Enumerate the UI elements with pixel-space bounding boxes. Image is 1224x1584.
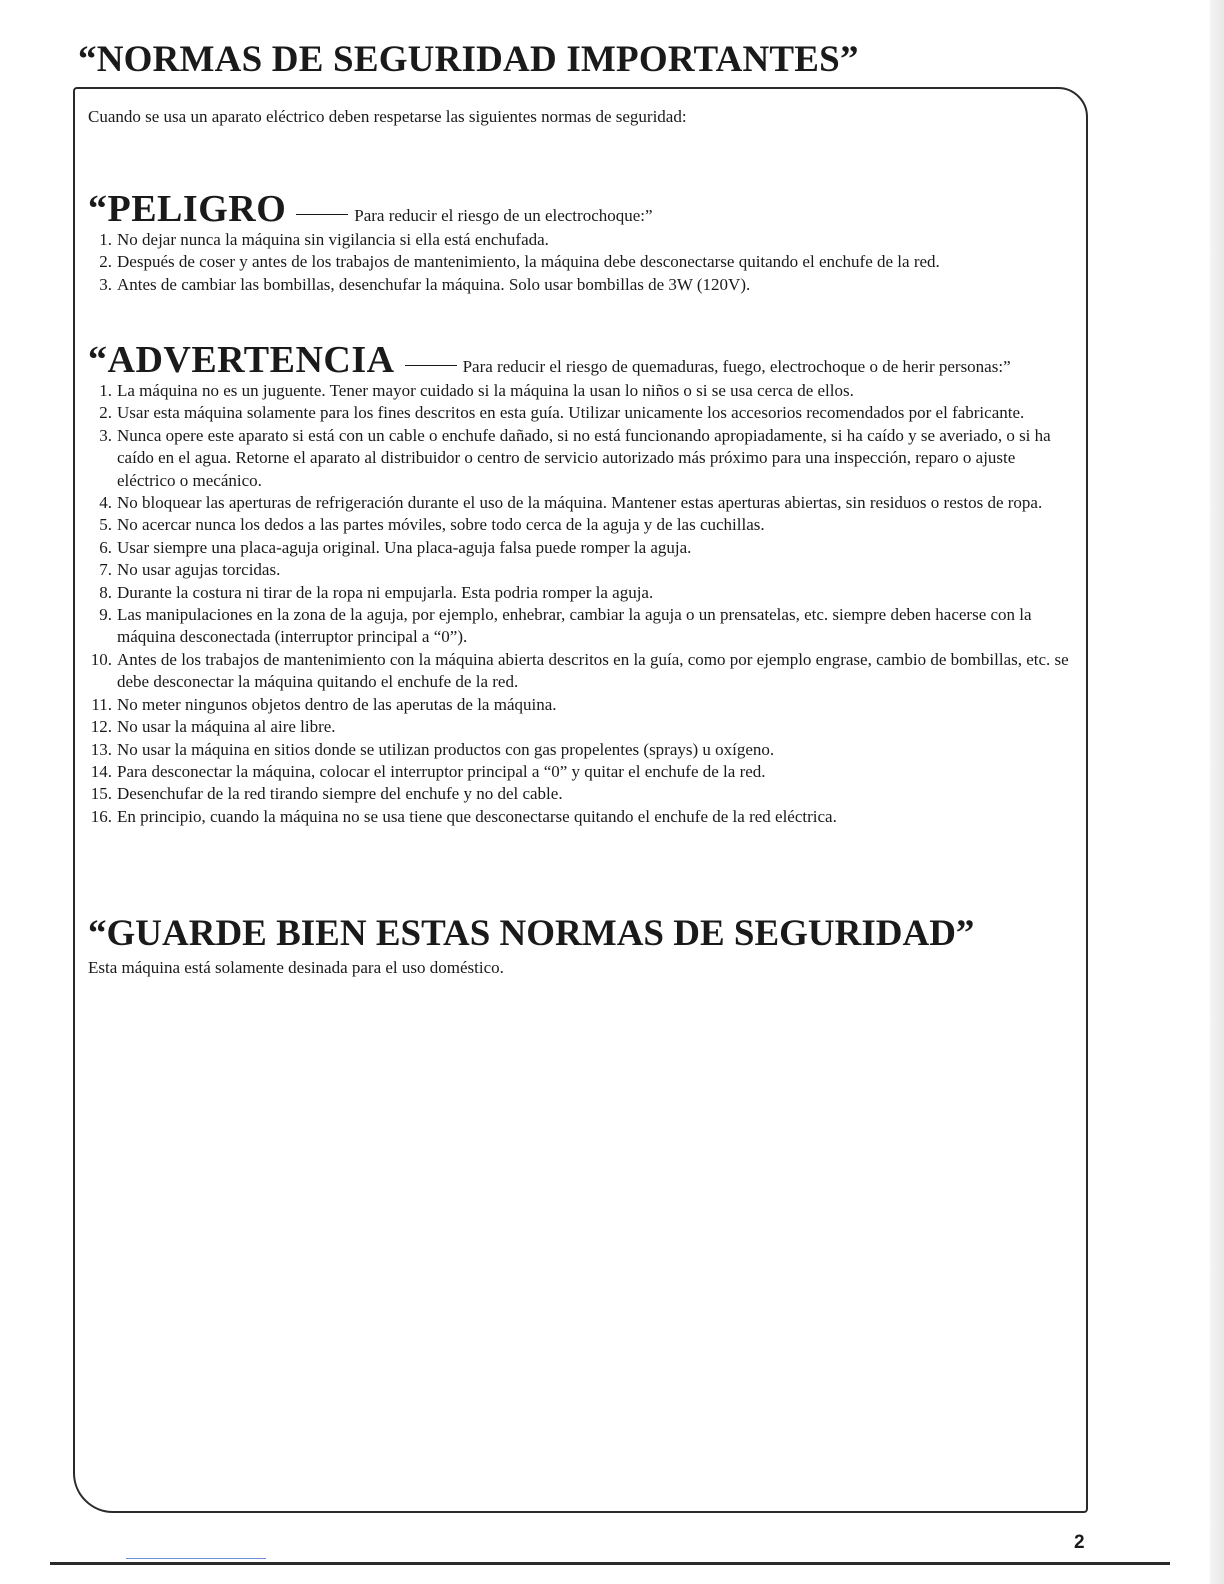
- item-number: 13.: [90, 739, 112, 759]
- peligro-list: [78, 229, 1078, 296]
- item-text: Usar siempre una placa-aguja original. Una placa-aguja falsa puede romper la aguja.: [117, 537, 692, 557]
- item-number: 11.: [91, 694, 112, 714]
- list-item: [78, 582, 1078, 604]
- item-text: Durante la costura ni tirar de la ropa ni empujarla. Esta podria romper la aguja.: [117, 582, 654, 602]
- list-item: [78, 783, 1078, 805]
- item-text: No meter ningunos objetos dentro de las aperutas de la máquina.: [117, 694, 557, 714]
- item-number: 16.: [90, 806, 112, 826]
- item-number: 3.: [99, 425, 112, 445]
- list-item: [78, 274, 1078, 296]
- item-text: No bloquear las aperturas de refrigeración durante el uso de la máquina. Mantener estas aperturas abiertas, sin residuos o restos de ropa.: [117, 493, 1043, 513]
- item-number: 12.: [90, 717, 112, 737]
- item-number: 7.: [99, 560, 112, 580]
- item-text: Antes de los trabajos de mantenimiento con la máquina abierta descritos en la guía, como por ejemplo engrase, cambio de bombillas, etc. se debe desconectar la máquina quitando el enchufe de la red.: [117, 649, 1069, 692]
- bottom-link-line: [126, 1558, 266, 1559]
- item-number: 5.: [99, 515, 112, 535]
- closing-heading: “GUARDE BIEN ESTAS NORMAS DE SEGURIDAD”: [88, 913, 975, 954]
- list-item: [78, 806, 1078, 828]
- list-item: [78, 402, 1078, 424]
- item-text: No dejar nunca la máquina sin vigilancia si ella está enchufada.: [117, 230, 549, 249]
- list-item: [78, 604, 1078, 649]
- item-text: En principio, cuando la máquina no se usa tiene que desconectarse quitando el enchufe de la red eléctrica.: [117, 806, 837, 826]
- advertencia-heading: [88, 341, 1011, 379]
- item-number: 10.: [90, 649, 112, 669]
- page-number: 2: [1074, 1532, 1085, 1553]
- peligro-dash: [296, 214, 348, 215]
- item-text: Antes de cambiar las bombillas, desenchufar la máquina. Solo usar bombillas de 3W (120V).: [117, 274, 751, 294]
- list-item: [78, 761, 1078, 783]
- list-item: [78, 251, 1078, 273]
- item-text: No usar agujas torcidas.: [117, 560, 281, 580]
- list-item: [78, 492, 1078, 514]
- item-number: 15.: [90, 784, 112, 804]
- bottom-rule: [50, 1562, 1170, 1565]
- advertencia-subtitle: Para reducir el riesgo de quemaduras, fuego, electrochoque o de herir personas:”: [462, 357, 1011, 376]
- item-number: 9.: [99, 605, 112, 625]
- list-item: [78, 739, 1078, 761]
- list-item: [78, 559, 1078, 581]
- peligro-title: “PELIGRO: [88, 188, 287, 230]
- item-number: 1.: [99, 230, 112, 249]
- item-number: 14.: [90, 761, 112, 781]
- item-text: Nunca opere este aparato si está con un cable o enchufe dañado, si no está funcionando apropiadamente, si ha caído y se averiado, o si ha caído en el agua. Retorne el aparato al distribuidor o centro de servicio autorizado más próximo para una inspección, reparo o ajuste eléctrico o mecánico.: [117, 425, 1051, 490]
- page-title: “NORMAS DE SEGURIDAD IMPORTANTES”: [78, 39, 859, 80]
- item-text: Las manipulaciones en la zona de la aguja, por ejemplo, enhebrar, cambiar la aguja o un prensatelas, etc. siempre deben hacerse con la máquina desconectada (interruptor principal a “0”).: [117, 605, 1032, 647]
- intro-text: Cuando se usa un aparato eléctrico deben respetarse las siguientes normas de seguridad:: [88, 107, 687, 126]
- item-text: La máquina no es un juguente. Tener mayor cuidado si la máquina la usan lo niños o si se usa cerca de ellos.: [117, 381, 854, 400]
- item-text: Desenchufar de la red tirando siempre del enchufe y no del cable.: [117, 784, 563, 804]
- item-number: 4.: [99, 493, 112, 513]
- list-item: [78, 716, 1078, 738]
- list-item: [78, 229, 1078, 251]
- item-text: No acercar nunca los dedos a las partes móviles, sobre todo cerca de la aguja y de las cuchillas.: [117, 515, 765, 535]
- item-text: No usar la máquina en sitios donde se utilizan productos con gas propelentes (sprays) u oxígeno.: [117, 739, 775, 759]
- list-item: [78, 649, 1078, 694]
- item-number: 8.: [99, 582, 112, 602]
- page-edge-shadow: [1210, 0, 1224, 1584]
- item-text: Usar esta máquina solamente para los fines descritos en esta guía. Utilizar unicamente los accesorios recomendados por el fabricante.: [117, 403, 1025, 423]
- item-number: 3.: [99, 274, 112, 294]
- item-number: 2.: [99, 403, 112, 423]
- list-item: [78, 380, 1078, 402]
- list-item: [78, 425, 1078, 492]
- list-item: [78, 694, 1078, 716]
- item-number: 1.: [99, 381, 112, 400]
- list-item: [78, 537, 1078, 559]
- item-text: Para desconectar la máquina, colocar el interruptor principal a “0” y quitar el enchufe de la red.: [117, 761, 766, 781]
- item-number: 6.: [99, 537, 112, 557]
- advertencia-dash: [405, 365, 457, 366]
- item-text: Después de coser y antes de los trabajos de mantenimiento, la máquina debe desconectarse quitando el enchufe de la red.: [117, 252, 940, 272]
- advertencia-title: “ADVERTENCIA: [88, 339, 395, 381]
- peligro-subtitle: Para reducir el riesgo de un electrochoque:”: [354, 206, 653, 225]
- item-text: No usar la máquina al aire libre.: [117, 717, 336, 737]
- closing-note: Esta máquina está solamente desinada para el uso doméstico.: [88, 958, 504, 977]
- peligro-heading: [88, 190, 653, 228]
- list-item: [78, 514, 1078, 536]
- advertencia-list: [78, 380, 1078, 828]
- item-number: 2.: [99, 252, 112, 272]
